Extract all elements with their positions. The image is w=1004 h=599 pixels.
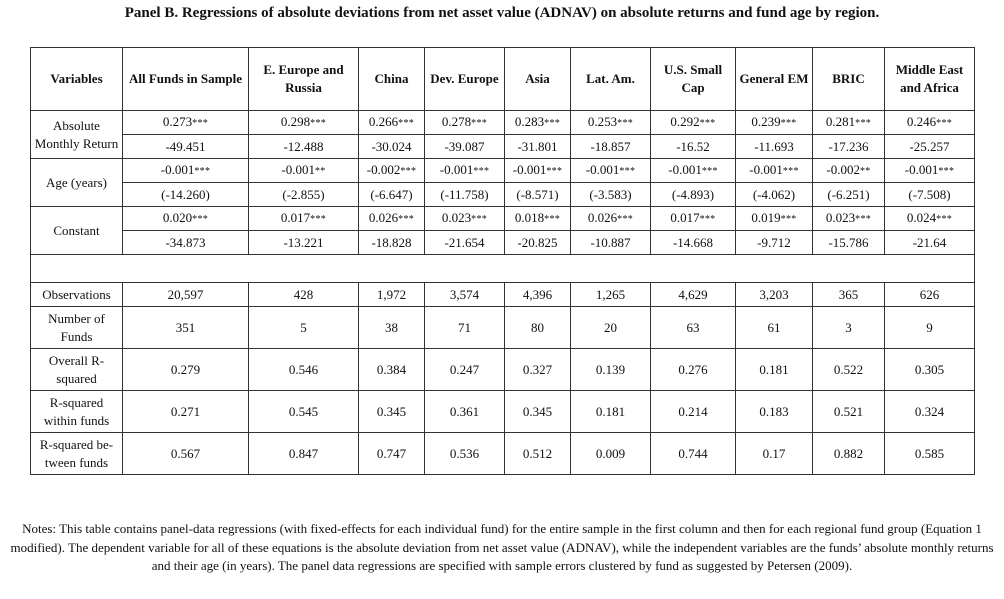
coefficient-cell	[736, 111, 813, 135]
significance-stars: **	[859, 166, 871, 177]
statistic-row	[31, 391, 975, 433]
coefficient-cell	[359, 111, 425, 135]
tstat-cell: (-11.758)	[425, 183, 505, 207]
coefficient-cell	[249, 111, 359, 135]
statistic-value: 0.546	[249, 349, 359, 391]
statistic-value: 0.327	[505, 349, 571, 391]
coefficient-value: -0.001	[904, 162, 939, 177]
tstat-cell: -11.693	[736, 135, 813, 159]
tstat-cell: -12.488	[249, 135, 359, 159]
coefficient-cell	[123, 111, 249, 135]
coefficient-cell	[425, 207, 505, 231]
tstat-cell: -17.236	[813, 135, 885, 159]
statistic-value: 80	[505, 307, 571, 349]
statistic-value: 0.512	[505, 433, 571, 475]
statistic-value: 0.545	[249, 391, 359, 433]
statistic-value: 0.247	[425, 349, 505, 391]
significance-stars: ***	[782, 166, 799, 177]
statistic-value: 0.361	[425, 391, 505, 433]
coefficient-row	[31, 159, 975, 183]
header-column: Lat. Am.	[571, 48, 651, 111]
tstat-row	[31, 183, 975, 207]
header-column: All Funds in Sample	[123, 48, 249, 111]
significance-stars: ***	[701, 166, 718, 177]
coefficient-value: -0.001	[160, 162, 195, 177]
tstat-cell: -18.828	[359, 231, 425, 255]
statistic-value: 0.882	[813, 433, 885, 475]
statistic-label: Overall R-squared	[31, 349, 123, 391]
significance-stars: ***	[310, 214, 327, 225]
coefficient-cell	[249, 207, 359, 231]
tstat-cell: -9.712	[736, 231, 813, 255]
statistic-value: 71	[425, 307, 505, 349]
significance-stars: ***	[544, 118, 561, 129]
tstat-cell: (-8.571)	[505, 183, 571, 207]
statistic-value: 0.747	[359, 433, 425, 475]
significance-stars: ***	[192, 214, 209, 225]
coefficient-cell	[813, 207, 885, 231]
coefficient-cell	[885, 207, 975, 231]
significance-stars: ***	[617, 118, 634, 129]
coefficient-value: 0.019	[751, 210, 781, 225]
statistic-row	[31, 433, 975, 475]
header-column: China	[359, 48, 425, 111]
coefficient-value: 0.283	[514, 114, 545, 129]
significance-stars: ***	[471, 214, 488, 225]
statistic-value: 0.181	[571, 391, 651, 433]
coefficient-cell	[425, 159, 505, 183]
significance-stars: ***	[855, 214, 872, 225]
coefficient-value: -0.001	[512, 162, 547, 177]
header-column: Dev. Europe	[425, 48, 505, 111]
coefficient-cell	[571, 159, 651, 183]
significance-stars: ***	[936, 118, 953, 129]
statistic-value: 0.324	[885, 391, 975, 433]
coefficient-value: 0.024	[906, 210, 937, 225]
coefficient-value: 0.017	[670, 210, 700, 225]
significance-stars: ***	[780, 214, 797, 225]
coefficient-cell	[651, 207, 736, 231]
tstat-cell: -21.654	[425, 231, 505, 255]
tstat-row	[31, 135, 975, 159]
statistic-value: 0.279	[123, 349, 249, 391]
significance-stars: ***	[310, 118, 327, 129]
tstat-cell: -39.087	[425, 135, 505, 159]
statistic-value: 1,265	[571, 283, 651, 307]
statistic-value: 0.305	[885, 349, 975, 391]
tstat-cell: -20.825	[505, 231, 571, 255]
tstat-cell: (-2.855)	[249, 183, 359, 207]
header-column: Asia	[505, 48, 571, 111]
coefficient-cell	[123, 207, 249, 231]
statistic-value: 20,597	[123, 283, 249, 307]
significance-stars: ***	[855, 118, 872, 129]
coefficient-row	[31, 111, 975, 135]
statistic-value: 0.345	[505, 391, 571, 433]
significance-stars: ***	[194, 166, 211, 177]
tstat-cell: -21.64	[885, 231, 975, 255]
statistic-label: R-squared be-tween funds	[31, 433, 123, 475]
coefficient-value: 0.026	[587, 210, 618, 225]
coefficient-value: 0.023	[441, 210, 472, 225]
coefficient-cell	[571, 207, 651, 231]
tstat-cell: -49.451	[123, 135, 249, 159]
significance-stars: ***	[936, 214, 953, 225]
statistic-value: 0.17	[736, 433, 813, 475]
significance-stars: ***	[780, 118, 797, 129]
statistic-value: 0.744	[651, 433, 736, 475]
variable-label: Constant	[31, 207, 123, 255]
significance-stars: ***	[617, 214, 634, 225]
coefficient-value: 0.281	[825, 114, 856, 129]
coefficient-value: -0.002	[366, 162, 401, 177]
regression-table	[30, 47, 975, 475]
header-row	[31, 48, 975, 111]
coefficient-value: -0.001	[281, 162, 315, 177]
coefficient-value: 0.018	[514, 210, 545, 225]
significance-stars: ***	[473, 166, 490, 177]
tstat-row	[31, 231, 975, 255]
statistic-label: R-squared within funds	[31, 391, 123, 433]
statistic-value: 0.009	[571, 433, 651, 475]
table-body	[31, 111, 975, 475]
coefficient-cell	[813, 159, 885, 183]
tstat-cell: (-6.251)	[813, 183, 885, 207]
significance-stars: ***	[398, 214, 415, 225]
statistic-value: 20	[571, 307, 651, 349]
coefficient-cell	[885, 111, 975, 135]
spacer-cell	[31, 255, 975, 283]
coefficient-cell	[505, 111, 571, 135]
tstat-cell: -31.801	[505, 135, 571, 159]
coefficient-cell	[736, 207, 813, 231]
tstat-cell: -14.668	[651, 231, 736, 255]
coefficient-value: 0.239	[751, 114, 781, 129]
coefficient-value: 0.298	[280, 114, 311, 129]
statistic-value: 0.181	[736, 349, 813, 391]
header-column: Middle East and Africa	[885, 48, 975, 111]
statistic-value: 0.847	[249, 433, 359, 475]
statistic-label: Number of Funds	[31, 307, 123, 349]
header-column: General EM	[736, 48, 813, 111]
significance-stars: ***	[192, 118, 209, 129]
coefficient-cell	[885, 159, 975, 183]
tstat-cell: (-14.260)	[123, 183, 249, 207]
coefficient-cell	[651, 159, 736, 183]
statistic-value: 626	[885, 283, 975, 307]
statistic-row	[31, 349, 975, 391]
coefficient-cell	[505, 207, 571, 231]
tstat-cell: -34.873	[123, 231, 249, 255]
statistic-value: 61	[736, 307, 813, 349]
coefficient-value: 0.278	[441, 114, 472, 129]
statistic-value: 0.214	[651, 391, 736, 433]
statistic-value: 3,574	[425, 283, 505, 307]
tstat-cell: (-7.508)	[885, 183, 975, 207]
tstat-cell: (-3.583)	[571, 183, 651, 207]
coefficient-value: 0.026	[368, 210, 399, 225]
coefficient-cell	[359, 207, 425, 231]
coefficient-value: 0.023	[825, 210, 856, 225]
coefficient-value: 0.266	[368, 114, 399, 129]
table-notes: Notes: This table contains panel-data regressions (with fixed-effects for each individual fund) for the entire sample in the first column and then for each regional fund group (Equation 1 modified). The dependent variable for all of these equations is the absolute deviation from net asset value (ADNAV), while the independent variables are the funds’ absolute monthly returns and their age (in years). The panel data regressions are specified with sample errors clustered by fund as suggested by Petersen (2009).	[10, 521, 994, 573]
tstat-cell: -16.52	[651, 135, 736, 159]
coefficient-value: -0.002	[826, 162, 860, 177]
coefficient-value: 0.017	[280, 210, 311, 225]
statistic-value: 38	[359, 307, 425, 349]
panel-title: Panel B. Regressions of absolute deviations from net asset value (ADNAV) on absolute returns and fund age by region.	[124, 5, 880, 21]
coefficient-value: 0.273	[162, 114, 193, 129]
header-column: E. Europe and Russia	[249, 48, 359, 111]
statistic-value: 0.271	[123, 391, 249, 433]
tstat-cell: -30.024	[359, 135, 425, 159]
statistic-row	[31, 307, 975, 349]
significance-stars: ***	[938, 166, 955, 177]
coefficient-cell	[571, 111, 651, 135]
variable-label: Age (years)	[31, 159, 123, 207]
statistic-value: 365	[813, 283, 885, 307]
statistic-label: Observations	[31, 283, 123, 307]
significance-stars: ***	[546, 166, 563, 177]
coefficient-value: 0.020	[162, 210, 193, 225]
significance-stars: ***	[471, 118, 488, 129]
significance-stars: ***	[699, 214, 716, 225]
tstat-cell: -10.887	[571, 231, 651, 255]
header-column: U.S. Small Cap	[651, 48, 736, 111]
coefficient-value: -0.001	[668, 162, 702, 177]
significance-stars: ***	[699, 118, 716, 129]
statistic-value: 0.139	[571, 349, 651, 391]
statistic-value: 0.585	[885, 433, 975, 475]
coefficient-cell	[123, 159, 249, 183]
coefficient-value: -0.001	[439, 162, 474, 177]
statistic-value: 0.276	[651, 349, 736, 391]
significance-stars: ***	[400, 166, 417, 177]
tstat-cell: -15.786	[813, 231, 885, 255]
significance-stars: ***	[544, 214, 561, 225]
coefficient-cell	[249, 159, 359, 183]
coefficient-row	[31, 207, 975, 231]
spacer-row	[31, 255, 975, 283]
statistic-value: 351	[123, 307, 249, 349]
coefficient-cell	[425, 111, 505, 135]
coefficient-cell	[651, 111, 736, 135]
statistic-value: 0.536	[425, 433, 505, 475]
header-variables: Variables	[31, 48, 123, 111]
significance-stars: **	[314, 166, 326, 177]
statistic-value: 0.345	[359, 391, 425, 433]
tstat-cell: -13.221	[249, 231, 359, 255]
statistic-value: 0.183	[736, 391, 813, 433]
coefficient-value: 0.292	[670, 114, 700, 129]
significance-stars: ***	[398, 118, 415, 129]
tstat-cell: -25.257	[885, 135, 975, 159]
statistic-value: 0.521	[813, 391, 885, 433]
coefficient-cell	[813, 111, 885, 135]
variable-label: Absolute Monthly Return	[31, 111, 123, 159]
coefficient-value: 0.253	[587, 114, 618, 129]
statistic-value: 4,396	[505, 283, 571, 307]
coefficient-value: -0.001	[749, 162, 783, 177]
tstat-cell: (-4.893)	[651, 183, 736, 207]
statistic-value: 63	[651, 307, 736, 349]
statistic-value: 428	[249, 283, 359, 307]
statistic-value: 0.384	[359, 349, 425, 391]
coefficient-cell	[359, 159, 425, 183]
statistic-value: 3	[813, 307, 885, 349]
tstat-cell: (-6.647)	[359, 183, 425, 207]
tstat-cell: -18.857	[571, 135, 651, 159]
coefficient-value: -0.001	[585, 162, 620, 177]
statistic-value: 0.567	[123, 433, 249, 475]
coefficient-value: 0.246	[906, 114, 937, 129]
statistic-row	[31, 283, 975, 307]
tstat-cell: (-4.062)	[736, 183, 813, 207]
coefficient-cell	[505, 159, 571, 183]
statistic-value: 3,203	[736, 283, 813, 307]
statistic-value: 0.522	[813, 349, 885, 391]
header-column: BRIC	[813, 48, 885, 111]
statistic-value: 9	[885, 307, 975, 349]
statistic-value: 1,972	[359, 283, 425, 307]
statistic-value: 4,629	[651, 283, 736, 307]
significance-stars: ***	[619, 166, 636, 177]
coefficient-cell	[736, 159, 813, 183]
statistic-value: 5	[249, 307, 359, 349]
